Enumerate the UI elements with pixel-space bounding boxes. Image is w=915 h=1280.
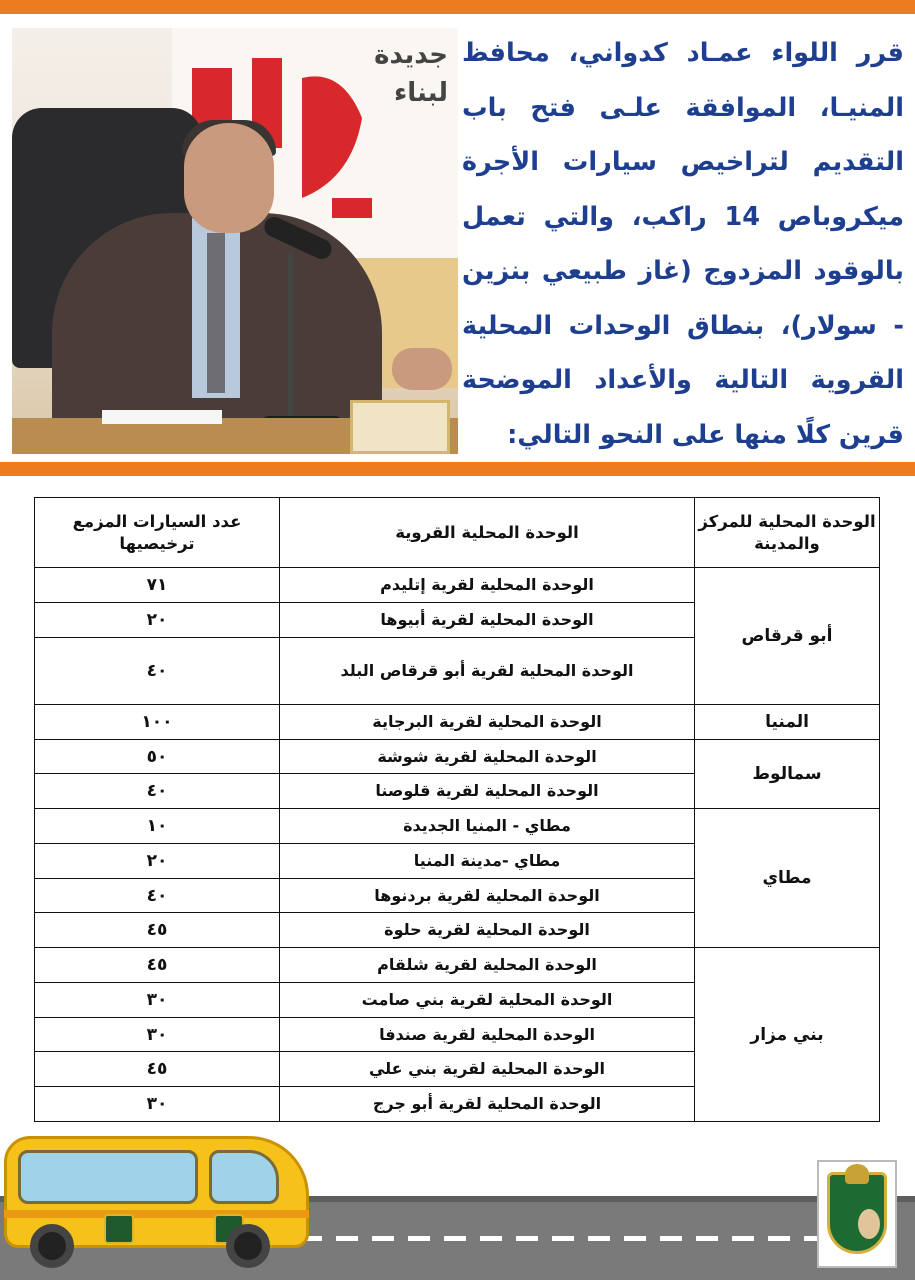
unit-cell: الوحدة المحلية لقرية أبيوها [280,602,695,637]
header-count: عدد السيارات المزمع ترخيصيها [35,498,280,568]
bus-side-window [18,1150,198,1204]
middle-accent-bar [0,462,915,476]
center-cell: بني مزار [695,948,880,1122]
microphone-stand [288,253,294,423]
desk-papers [102,410,222,424]
bus-front-window [209,1150,279,1204]
center-cell: المنيا [695,704,880,739]
backdrop-text [374,36,448,112]
count-cell: ٤٠ [35,637,280,704]
count-cell: ١٠ [35,809,280,844]
unit-cell: الوحدة المحلية لقرية أبو قرقاص البلد [280,637,695,704]
header-unit: الوحدة المحلية القروية [280,498,695,568]
emblem-eagle-icon [845,1164,869,1184]
unit-cell: الوحدة المحلية لقرية شلقام [280,948,695,983]
unit-cell: الوحدة المحلية لقرية إتليدم [280,568,695,603]
table-row [35,809,880,844]
top-accent-bar [0,0,915,14]
backdrop-text-line: لبناء [393,78,448,108]
count-cell: ٣٠ [35,1087,280,1122]
unit-cell: الوحدة المحلية لقرية بردنوها [280,878,695,913]
count-cell: ٥٠ [35,739,280,774]
count-cell: ٤٥ [35,1052,280,1087]
unit-cell: الوحدة المحلية لقرية بني صامت [280,982,695,1017]
top-divider [0,14,915,18]
unit-cell: الوحدة المحلية لقرية صندفا [280,1017,695,1052]
center-cell: سمالوط [695,739,880,809]
tissue-box [350,400,450,454]
governor-photo [12,28,458,454]
speaker-hand [392,348,452,390]
speaker-head [184,123,274,233]
center-cell: مطاي [695,809,880,948]
headline-text: قرر اللواء عمـاد كدواني، محافظ المنيـا، الموافقة علـى فتح باب التقديم لتراخيص سيارات الأجرة ميكروباص 14 راكب، والتي تعمل بالوقود المزدوج (غاز طبيعي بنزين - سولار)، بنطاق الوحدات المحلية القروية التالية والأعداد الموضحة قرين كلًا منها على النحو التالي: [462,38,904,450]
microbus-icon [4,1136,309,1268]
emblem-shield [827,1172,887,1254]
unit-cell: الوحدة المحلية لقرية أبو جرج [280,1087,695,1122]
count-cell: ٢٠ [35,602,280,637]
table-row [35,948,880,983]
center-cell: أبو قرقاص [695,568,880,705]
unit-cell: الوحدة المحلية لقرية بني علي [280,1052,695,1087]
minya-governorate-emblem-icon [817,1160,897,1268]
count-cell: ٣٠ [35,1017,280,1052]
speaker-tie [207,233,225,393]
table-header-row [35,498,880,568]
unit-cell: مطاي - المنيا الجديدة [280,809,695,844]
unit-cell: الوحدة المحلية لقرية حلوة [280,913,695,948]
bus-wheel-icon [30,1224,74,1268]
emblem-face [858,1209,880,1239]
bus-emblem-icon [104,1214,134,1244]
road-lane-dashes [300,1236,820,1241]
unit-cell: الوحدة المحلية لقرية قلوصنا [280,774,695,809]
unit-cell: الوحدة المحلية لقرية البرجاية [280,704,695,739]
header-center: الوحدة المحلية للمركز والمدينة [695,498,880,568]
count-cell: ٤٥ [35,913,280,948]
bus-stripe [4,1210,309,1218]
bus-wheel-icon [226,1224,270,1268]
table-row [35,704,880,739]
count-cell: ٤٠ [35,774,280,809]
table-row [35,739,880,774]
count-cell: ٤٥ [35,948,280,983]
licenses-table [34,497,880,1122]
count-cell: ٤٠ [35,878,280,913]
count-cell: ٧١ [35,568,280,603]
count-cell: ٣٠ [35,982,280,1017]
unit-cell: مطاي -مدينة المنيا [280,843,695,878]
count-cell: ١٠٠ [35,704,280,739]
licenses-table-container [34,497,879,1122]
backdrop-text-line: جديدة [374,40,448,70]
count-cell: ٢٠ [35,843,280,878]
table-row [35,568,880,603]
unit-cell: الوحدة المحلية لقرية شوشة [280,739,695,774]
